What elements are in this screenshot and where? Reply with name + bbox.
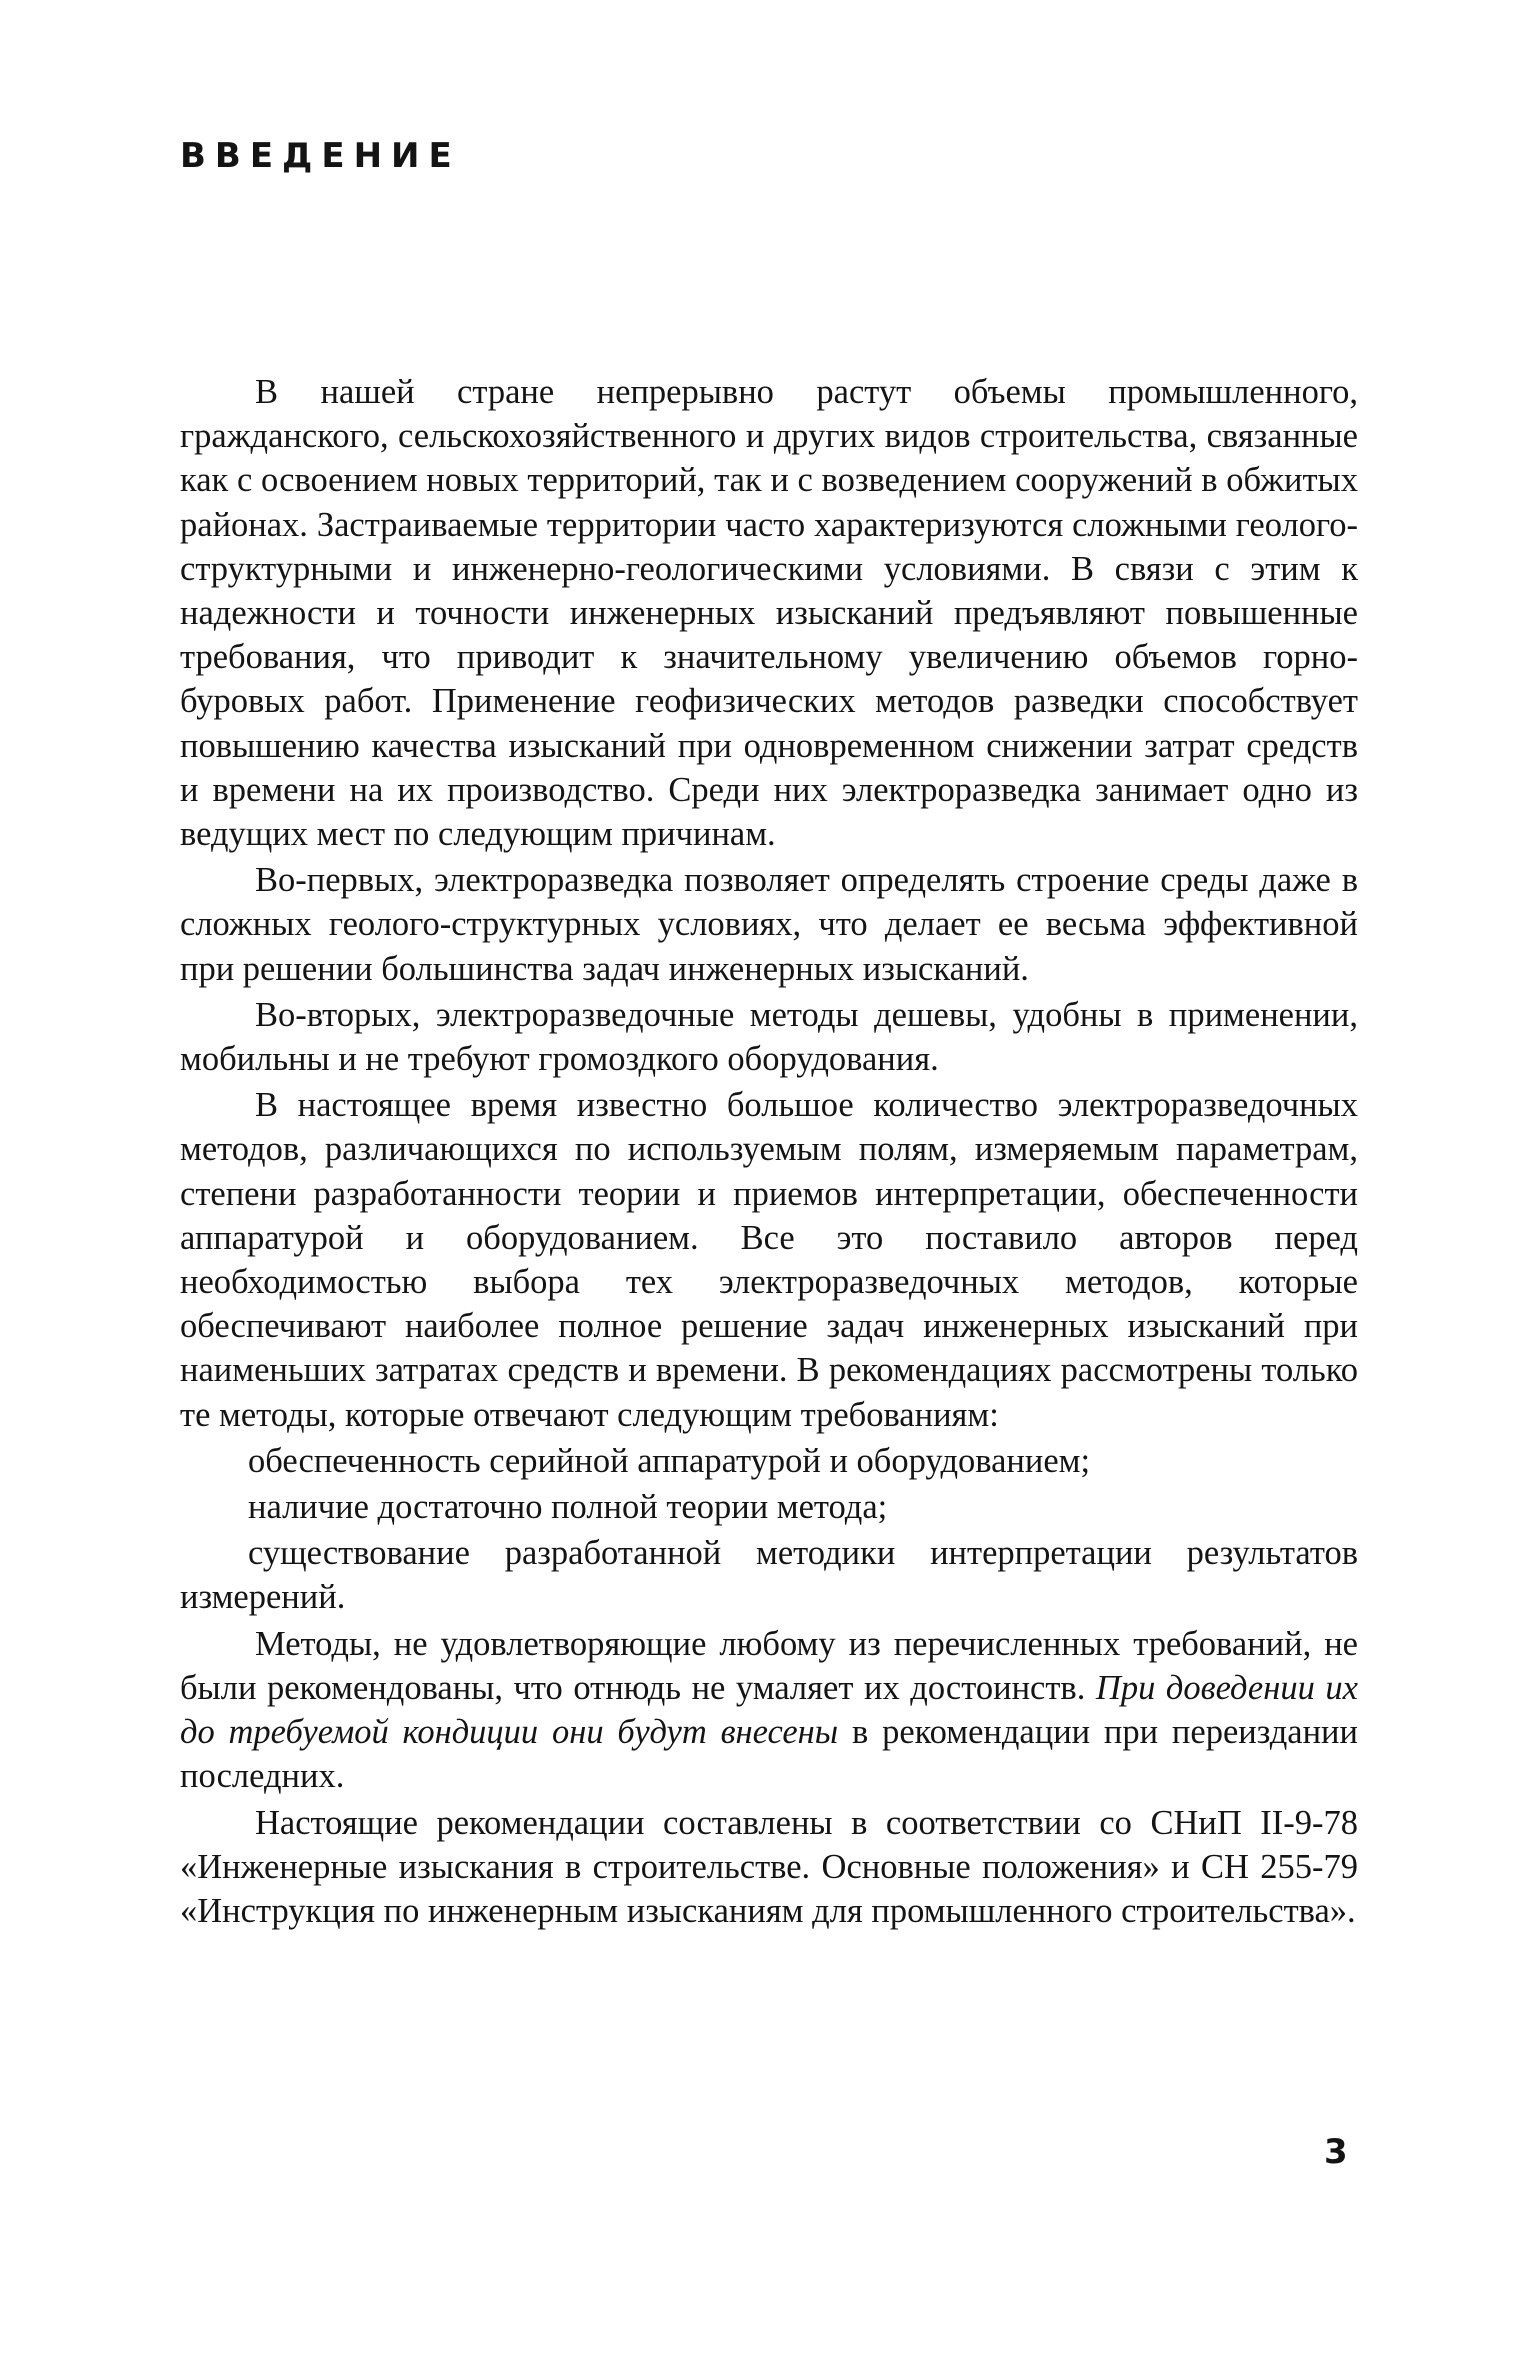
paragraph-unrecommended-methods: [180, 1622, 1358, 1799]
page-number: 3: [1324, 2132, 1348, 2172]
requirement-item: [180, 1531, 1358, 1619]
paragraph-standards: Настоящие рекомендации составлены в соответствии со СНиП II-9-78 «Инженерные изыскания в строительстве. Основные положения» и СН 255-79 «Инструкция по инженерным изысканиям для промышленного строительства».: [180, 1803, 1358, 1930]
body-text: [180, 370, 1358, 1933]
requirement-item: [180, 1439, 1358, 1483]
requirement-item: [180, 1485, 1358, 1529]
future-inclusion-italic: При доведении их до требуемой кондиции они будут внесены: [180, 1668, 1358, 1752]
paragraph-methods: В настоящее время известно большое количество электроразведочных методов, различающихся по используемым полям, измеряемым параметрам, степени разработанности теории и приемов интерпретации, обеспеченности аппаратурой и оборудованием. Все это поставило авторов перед необходимостью выбора тех электроразведочных методов, которые обеспечивают наиболее полное решение задач инженерных изысканий при наименьших затратах средств и времени. В рекомендациях рассмотрены только те методы, которые отвечают следующим требованиям:: [180, 1086, 1358, 1434]
unrecommended-tail: в рекомендации при переиздании последних.: [180, 1713, 1358, 1796]
section-heading: ВВЕДЕНИЕ: [180, 136, 461, 176]
paragraph-second-reason: Во-вторых, электроразведочные методы дешевы, удобны в применении, мобильны и не требуют громоздкого оборудования.: [180, 995, 1358, 1079]
unrecommended-text: Методы, не удовлетворяющие любому из перечисленных требований, не были рекомендованы, что отнюдь не умаляет их достоинств.: [180, 1624, 1358, 1707]
requirement-text: наличие достаточно полной теории метода;: [248, 1488, 888, 1527]
requirement-text: обеспеченность серийной аппаратурой и оборудованием;: [248, 1441, 1091, 1480]
requirement-text: существование разработанной методики интерпретации результатов измерений.: [180, 1534, 1358, 1617]
paragraph-intro: В нашей стране непрерывно растут объемы промышленного, гражданского, сельскохозяйственного и других видов строительства, связанные как с освоением новых территорий, так и с возведением сооружений в обжитых районах. Застраиваемые территории часто характеризуются сложными геолого-структурными и инженерно-геологическими условиями. В связи с этим к надежности и точности инженерных изысканий предъявляют повышенные требования, что приводит к значительному увеличению объемов горно-буровых работ. Применение геофизических методов разведки способствует повышению качества изысканий при одновременном снижении затрат средств и времени на их производство. Среди них электроразведка занимает одно из ведущих мест по следующим причинам.: [180, 373, 1358, 854]
paragraph-first-reason: Во-первых, электроразведка позволяет определять строение среды даже в сложных геолого-структурных условиях, что делает ее весьма эффективной при решении большинства задач инженерных изысканий.: [180, 861, 1358, 988]
